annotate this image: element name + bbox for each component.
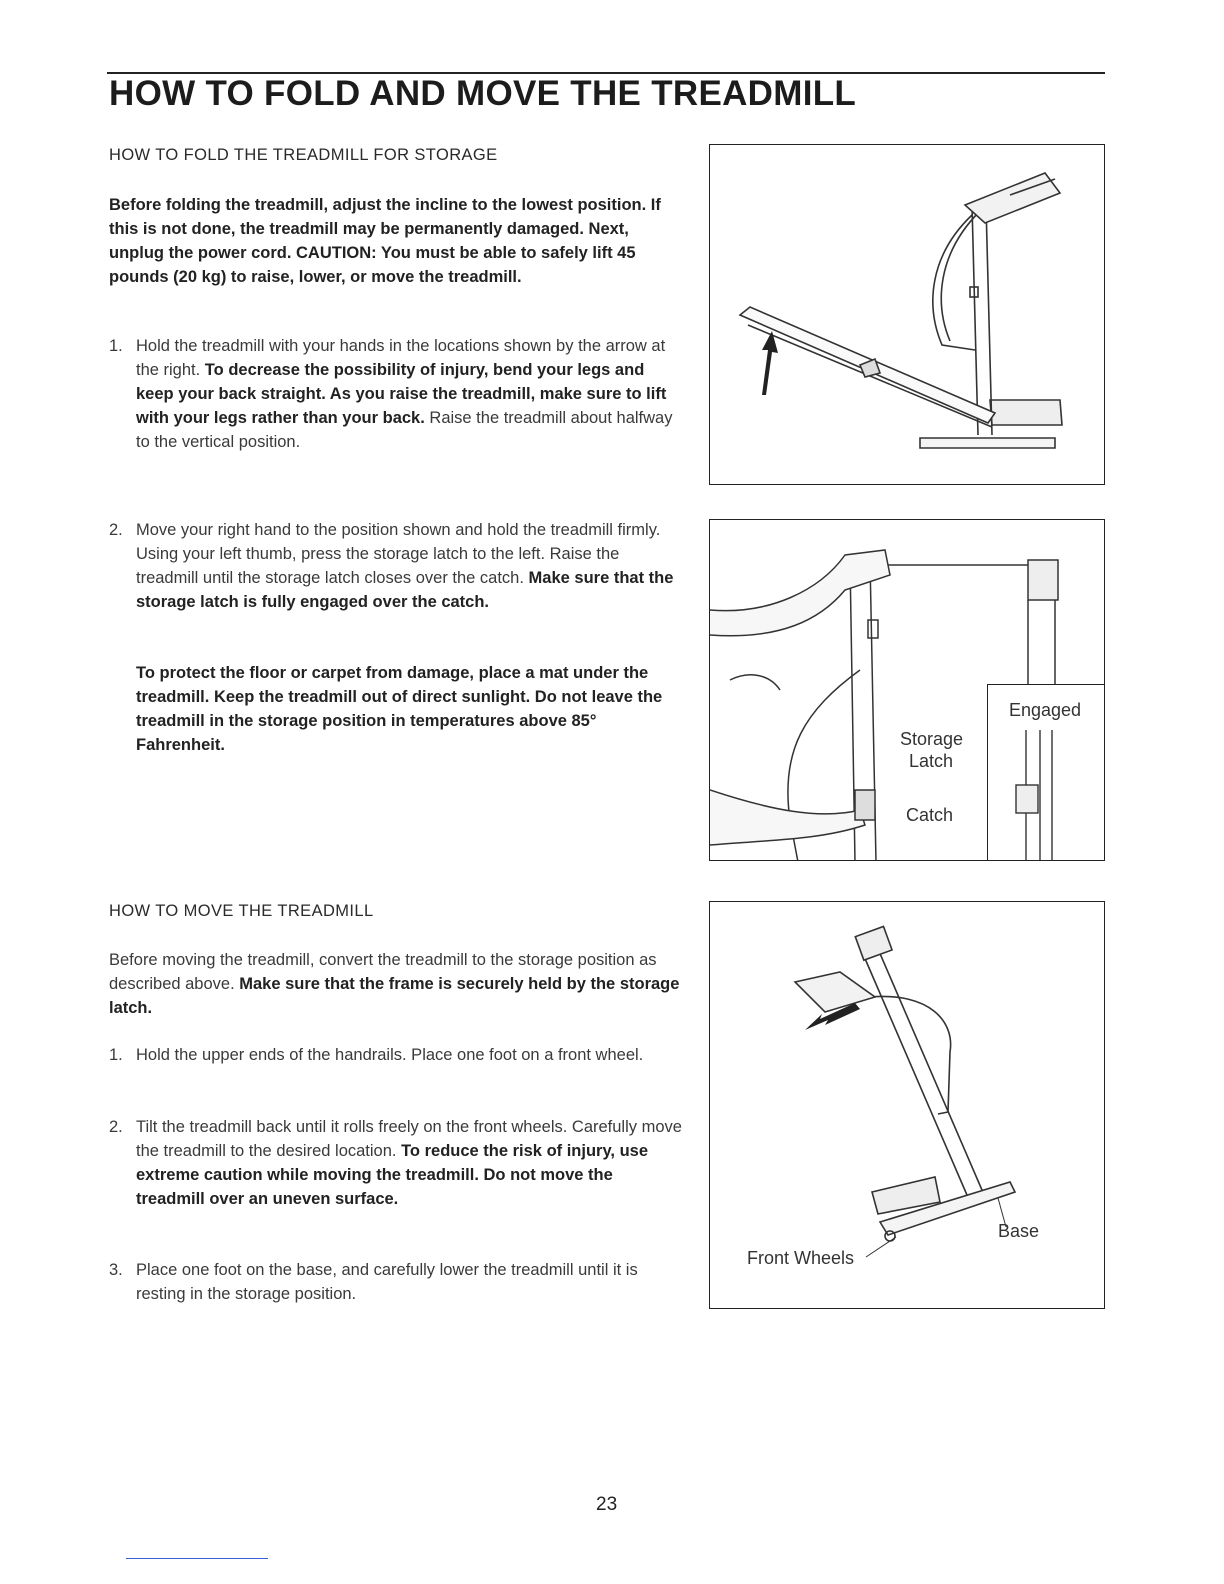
fold-intro-warning: Before folding the treadmill, adjust the incline to the lowest position. If this is not done, the treadmill may be permanently damaged. Next, unplug the power cord. CAUTION: You must be able to safely lift 45 pounds (20 kg) to raise, lower, or move the treadmill. [109,196,661,286]
move-intro-caution: Make sure that the frame is securely held by the storage latch. [109,975,680,1017]
figure-lift-treadmill [709,144,1105,485]
move-step-1-number: 1. [109,1046,123,1064]
fold-step-1-number: 1. [109,337,123,355]
base-label: Base [998,1221,1040,1241]
fold-step-1-text: Hold the treadmill with your hands in the locations shown by the arrow at the right. [136,337,666,379]
fold-step-1 [109,334,683,454]
move-step-3-number: 3. [109,1261,123,1279]
fold-step-2-number: 2. [109,521,123,539]
move-step-1-text: Hold the upper ends of the handrails. Place one foot on a front wheel. [136,1046,644,1064]
page-number: 23 [596,1494,618,1515]
move-step-3 [109,1258,683,1306]
move-step-2-number: 2. [109,1118,123,1136]
engaged-label: Engaged [1009,700,1082,720]
figure-move-treadmill [709,901,1105,1309]
move-step-2-caution: To reduce the risk of injury, use extreme caution while moving the treadmill. Do not move the treadmill over an uneven surface. [136,1142,649,1208]
move-step-3-text: Place one foot on the base, and carefully lower the treadmill until it is resting in the storage position. [136,1261,638,1303]
fold-step-2-text: Move your right hand to the position shown and hold the treadmill firmly. Using your left thumb, press the storage latch to the left. Raise the treadmill until the storage latch closes over the catch. [136,521,661,587]
storage-warning: To protect the floor or carpet from damage, place a mat under the treadmill. Keep the treadmill out of direct sunlight. Do not leave the treadmill in the storage position in temperatures above 85° Fahrenheit. [136,664,663,754]
fold-step-2-caution: Make sure that the storage latch is fully engaged over the catch. [136,569,674,611]
catch-label: Catch [906,805,954,825]
page-title: HOW TO FOLD AND MOVE THE TREADMILL [109,74,857,113]
latch-label: Latch [909,751,954,771]
move-step-2 [109,1115,683,1211]
footer-rule [126,1558,268,1559]
move-intro [109,948,683,1020]
fold-step-1-text-end: Raise the treadmill about halfway to the vertical position. [136,409,673,451]
fold-step-2 [109,518,683,614]
fold-section-heading: HOW TO FOLD THE TREADMILL FOR STORAGE [109,146,498,164]
move-step-1 [109,1043,683,1067]
fold-step-1-caution: To decrease the possibility of injury, bend your legs and keep your back straight. As you raise the treadmill, make sure to lift with your legs rather than your back. [136,361,667,427]
move-intro-text: Before moving the treadmill, convert the treadmill to the storage position as described above. [109,951,657,993]
move-step-2-text: Tilt the treadmill back until it rolls freely on the front wheels. Carefully move the treadmill to the desired location. [136,1118,682,1160]
move-section-heading: HOW TO MOVE THE TREADMILL [109,902,374,920]
front-wheels-label: Front Wheels [747,1248,855,1268]
figure-storage-latch [709,519,1105,861]
storage-label: Storage [900,729,964,749]
lift-arrow-icon [710,145,1105,485]
